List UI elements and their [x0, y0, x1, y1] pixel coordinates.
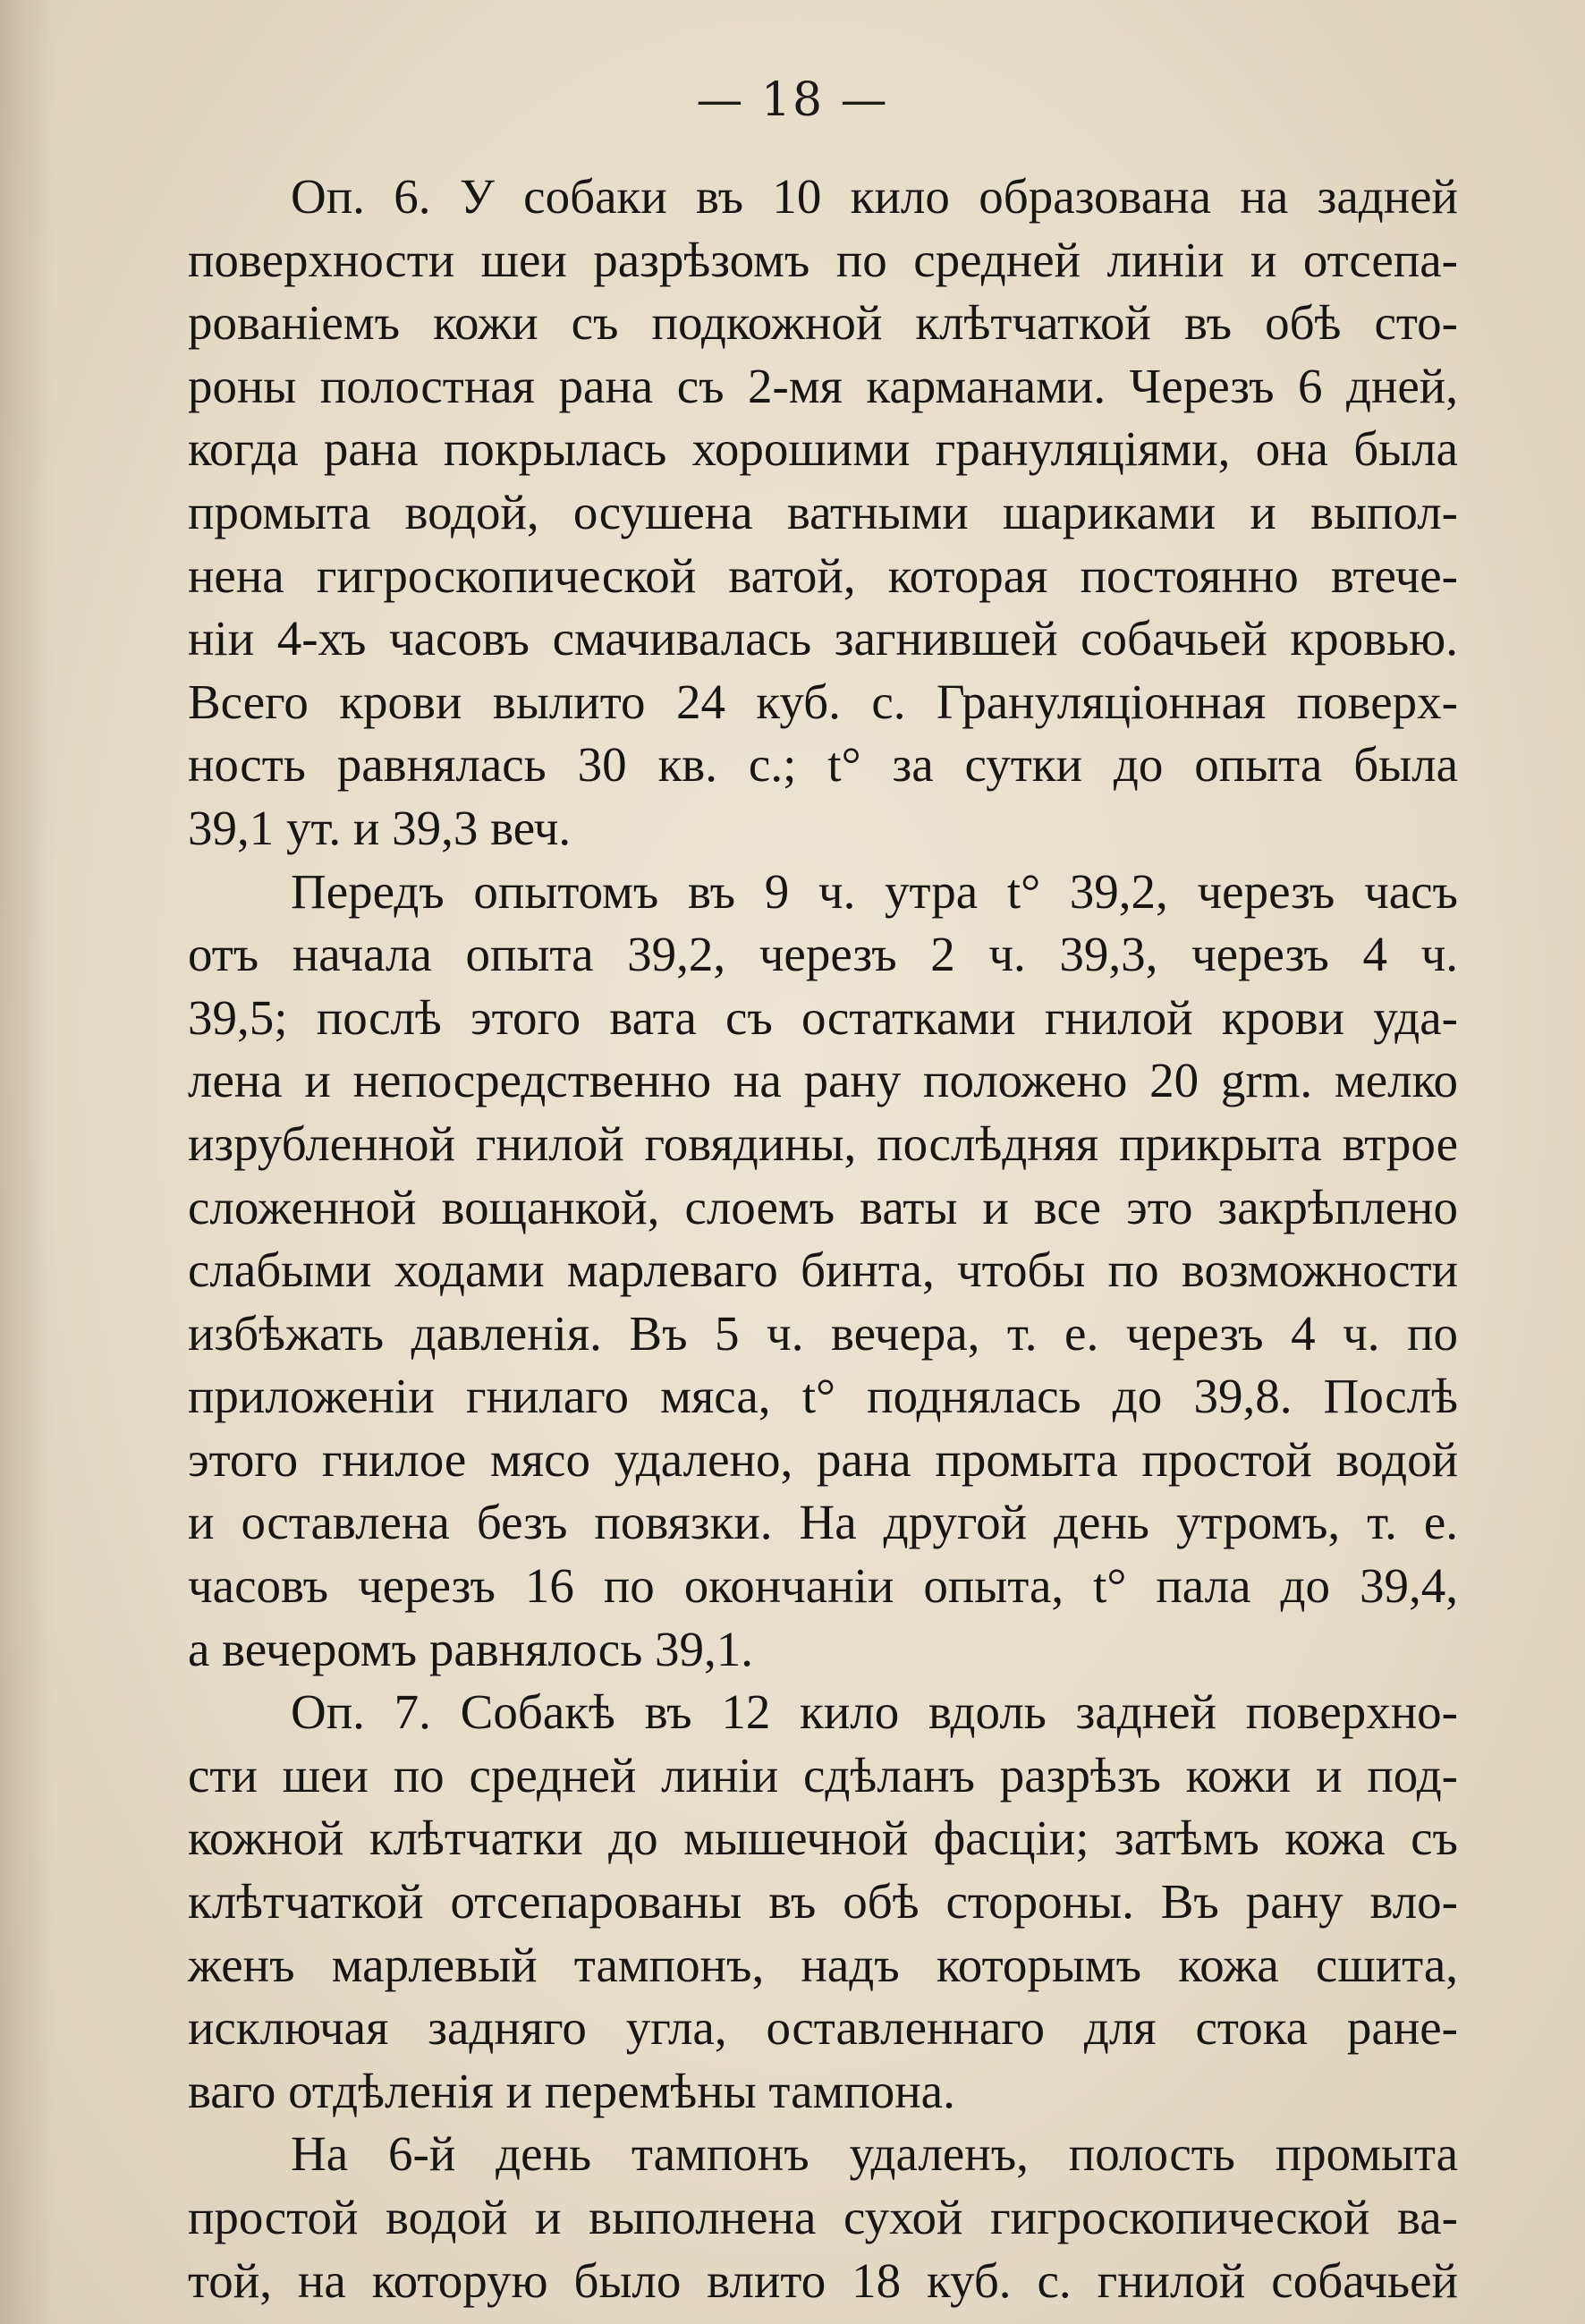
- text-line: кожной клѣтчатки до мышечной фасцiи; затѣмъ кожа съ: [188, 1811, 1458, 1866]
- text-line: 39,5; послѣ этого вата съ остатками гнилой крови уда-: [188, 989, 1458, 1045]
- text-line: ность равнялась 30 кв. с.; t° за сутки до опыта была: [188, 737, 1458, 793]
- text-line: нiи 4-хъ часовъ смачивалась загнившей собачьей кровью.: [188, 611, 1458, 666]
- text-line: часовъ черезъ 16 по окончанiи опыта, t° пала до 39,4,: [188, 1558, 1458, 1614]
- text-line: ваго отдѣленiя и перемѣны тампона.: [188, 2063, 955, 2118]
- text-line: клѣтчаткой отсепарованы въ обѣ стороны. Въ рану вло-: [188, 1874, 1458, 1930]
- text-line: сти шеи по средней линiи сдѣланъ разрѣзъ кожи и под-: [188, 1747, 1458, 1802]
- text-line: отъ начала опыта 39,2, черезъ 2 ч. 39,3, черезъ 4 ч.: [188, 927, 1458, 982]
- text-line: и оставлена безъ повязки. На другой день утромъ, т. е.: [188, 1495, 1458, 1550]
- text-line: Оп. 6. У собаки въ 10 кило образована на задней: [291, 169, 1458, 224]
- text-line: изрубленной гнилой говядины, послѣдняя прикрыта втрое: [188, 1115, 1458, 1171]
- text-line: Оп. 7. Собакѣ въ 12 кило вдоль задней поверхно-: [291, 1684, 1458, 1740]
- text-line: На 6-й день тампонъ удаленъ, полость промыта: [291, 2126, 1458, 2182]
- text-line: Всего крови вылито 24 куб. с. Грануляцiонная поверх-: [188, 674, 1458, 729]
- text-line: Передъ опытомъ въ 9 ч. утра t° 39,2, черезъ часъ: [291, 863, 1458, 919]
- text-line: исключая задняго угла, оставленнаго для стока ране-: [188, 2000, 1458, 2056]
- text-line: поверхности шеи разрѣзомъ по средней линiи и отсепа-: [188, 232, 1458, 287]
- text-line: нена гигроскопической ватой, которая постоянно втече-: [188, 547, 1458, 603]
- text-line: этого гнилое мясо удалено, рана промыта простой водой: [188, 1431, 1458, 1487]
- text-line: лена и непосредственно на рану положено 20 grm. мелко: [188, 1053, 1458, 1108]
- text-line: сложенной вощанкой, слоемъ ваты и все это закрѣплено: [188, 1179, 1458, 1234]
- text-line: промыта водой, осушена ватными шариками и выпол-: [188, 484, 1458, 539]
- text-line: той, на которую было влито 18 куб. с. гнилой собачьей: [188, 2252, 1458, 2308]
- page-gutter-shadow: [0, 0, 54, 2324]
- text-line: 39,1 ут. и 39,3 веч.: [188, 800, 572, 855]
- text-line: рованiемъ кожи съ подкожной клѣтчаткой въ обѣ сто-: [188, 295, 1458, 351]
- text-line: а вечеромъ равнялось 39,1.: [188, 1621, 754, 1676]
- text-line: роны полостная рана съ 2-мя карманами. Черезъ 6 дней,: [188, 358, 1458, 413]
- text-line: приложенiи гнилаго мяса, t° поднялась до 39,8. Послѣ: [188, 1369, 1458, 1424]
- body-text: [188, 165, 1458, 2312]
- text-line: слабыми ходами марлеваго бинта, чтобы по возможности: [188, 1243, 1458, 1298]
- text-line: избѣжать давленiя. Въ 5 ч. вечера, т. е. черезъ 4 ч. по: [188, 1305, 1458, 1361]
- text-line: когда рана покрылась хорошими грануляцiями, она была: [188, 421, 1458, 477]
- page-number: — 18 —: [696, 73, 889, 127]
- text-line: простой водой и выполнена сухой гигроскопической ва-: [188, 2190, 1458, 2244]
- text-line: женъ марлевый тампонъ, надъ которымъ кожа сшита,: [188, 1937, 1458, 1992]
